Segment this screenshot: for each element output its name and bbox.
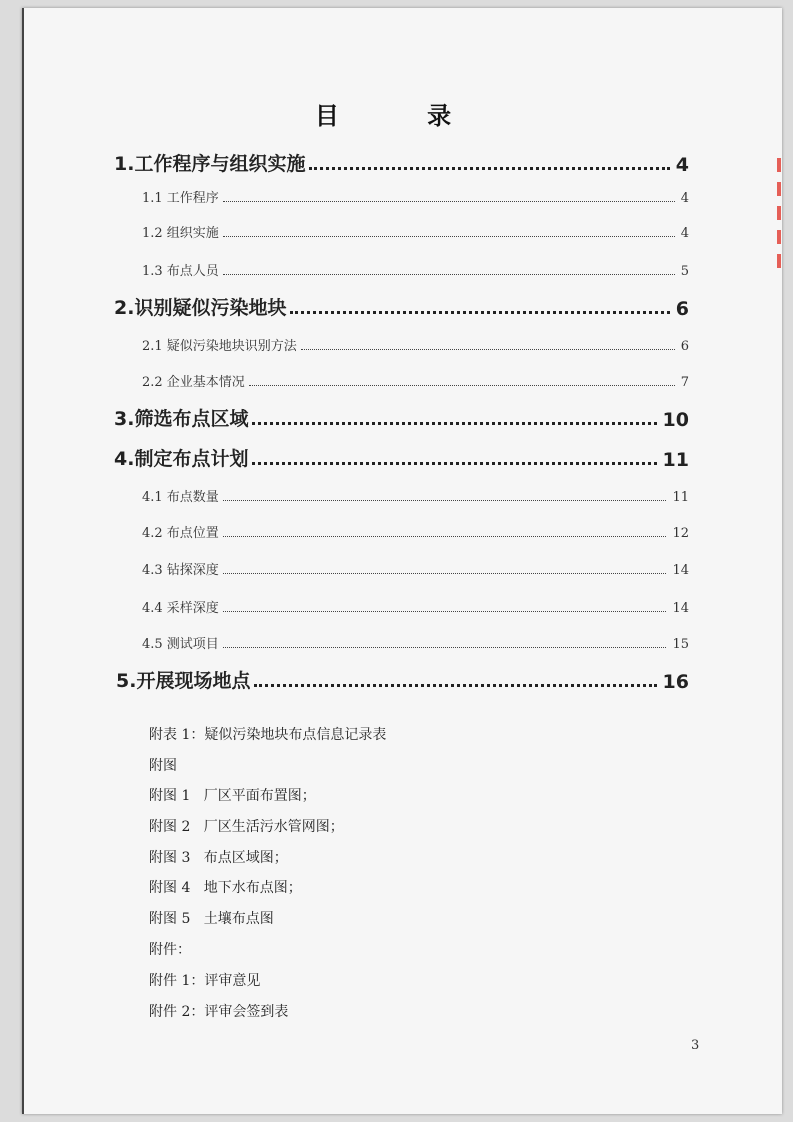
toc-entry-page: 16 — [662, 671, 689, 693]
toc-leader-dots — [223, 273, 675, 275]
toc-leader-dots — [223, 535, 667, 537]
toc-entry[interactable] — [114, 444, 689, 471]
toc-leader-dots — [249, 384, 675, 386]
toc-entry-page: 11 — [662, 449, 689, 471]
page-title: 目 录 — [314, 102, 492, 130]
appendix-item: 附图 1 厂区平面布置图； — [149, 788, 316, 804]
toc-entry-label: 3.筛选布点区域 — [114, 408, 249, 430]
appendix-item: 附图 5 土壤布点图 — [149, 911, 274, 927]
toc-entry-label: 2.2 企业基本情况 — [142, 375, 245, 390]
toc-entry-label: 4.制定布点计划 — [114, 448, 249, 470]
appendix-item: 附表 1：疑似污染地块布点信息记录表 — [149, 727, 387, 743]
toc-leader-dots — [290, 310, 669, 314]
toc-entry-label: 2.1 疑似污染地块识别方法 — [142, 339, 297, 354]
toc-leader-dots — [223, 646, 667, 648]
toc-entry-label: 1.工作程序与组织实施 — [114, 153, 306, 175]
toc-leader-dots — [223, 235, 675, 237]
toc-leader-dots — [223, 200, 675, 202]
toc-entry-page: 14 — [672, 601, 689, 616]
toc-leader-dots — [223, 572, 667, 574]
toc-leader-dots — [252, 461, 656, 465]
toc-entry[interactable] — [114, 149, 689, 176]
toc-entry[interactable] — [142, 559, 689, 578]
toc-entry[interactable] — [114, 404, 689, 431]
appendix-item: 附图 — [149, 758, 177, 774]
toc-entry[interactable] — [142, 187, 689, 206]
toc-entry-page: 12 — [672, 526, 689, 541]
toc-entry-label: 4.2 布点位置 — [142, 526, 219, 541]
toc-entry[interactable] — [142, 335, 689, 354]
appendix-item: 附件： — [149, 942, 191, 958]
toc-entry-label: 2.识别疑似污染地块 — [114, 297, 287, 319]
toc-entry-page: 6 — [675, 298, 689, 320]
appendix-item: 附图 3 布点区域图； — [149, 850, 288, 866]
appendix-item: 附件 1：评审意见 — [149, 973, 261, 989]
toc-entry-label: 1.1 工作程序 — [142, 191, 219, 206]
toc-entry[interactable] — [142, 597, 689, 616]
appendix-item: 附图 4 地下水布点图； — [149, 880, 302, 896]
toc-entry-page: 10 — [662, 409, 689, 431]
toc-entry-page: 15 — [672, 637, 689, 652]
toc-entry-label: 5.开展现场地点 — [116, 670, 251, 692]
toc-leader-dots — [301, 348, 675, 350]
toc-entry-label: 1.3 布点人员 — [142, 264, 219, 279]
toc-entry-label: 4.4 采样深度 — [142, 601, 219, 616]
page-number: 3 — [691, 1038, 700, 1053]
toc-entry[interactable] — [142, 260, 689, 279]
toc-entry[interactable] — [142, 371, 689, 390]
toc-entry-page: 7 — [680, 375, 689, 390]
toc-entry[interactable] — [116, 666, 689, 693]
toc-entry[interactable] — [142, 222, 689, 241]
toc-entry[interactable] — [142, 633, 689, 652]
toc-entry[interactable] — [142, 486, 689, 505]
toc-leader-dots — [252, 421, 656, 425]
toc-entry-label: 4.3 钻探深度 — [142, 563, 219, 578]
toc-entry-label: 1.2 组织实施 — [142, 226, 219, 241]
document-page — [22, 8, 782, 1114]
seal-stamp-edge — [777, 158, 781, 268]
toc-leader-dots — [223, 499, 667, 501]
toc-entry-page: 11 — [672, 490, 689, 505]
toc-entry[interactable] — [114, 293, 689, 320]
toc-entry-page: 4 — [680, 191, 689, 206]
toc-entry-page: 4 — [680, 226, 689, 241]
appendix-item: 附图 2 厂区生活污水管网图； — [149, 819, 344, 835]
toc-entry-page: 14 — [672, 563, 689, 578]
toc-leader-dots — [309, 166, 669, 170]
toc-leader-dots — [254, 683, 656, 687]
toc-entry-page: 5 — [680, 264, 689, 279]
toc-leader-dots — [223, 610, 667, 612]
toc-entry[interactable] — [142, 522, 689, 541]
toc-entry-label: 4.1 布点数量 — [142, 490, 219, 505]
toc-entry-page: 4 — [675, 154, 689, 176]
toc-entry-label: 4.5 测试项目 — [142, 637, 219, 652]
appendix-item: 附件 2：评审会签到表 — [149, 1004, 289, 1020]
toc-entry-page: 6 — [680, 339, 689, 354]
